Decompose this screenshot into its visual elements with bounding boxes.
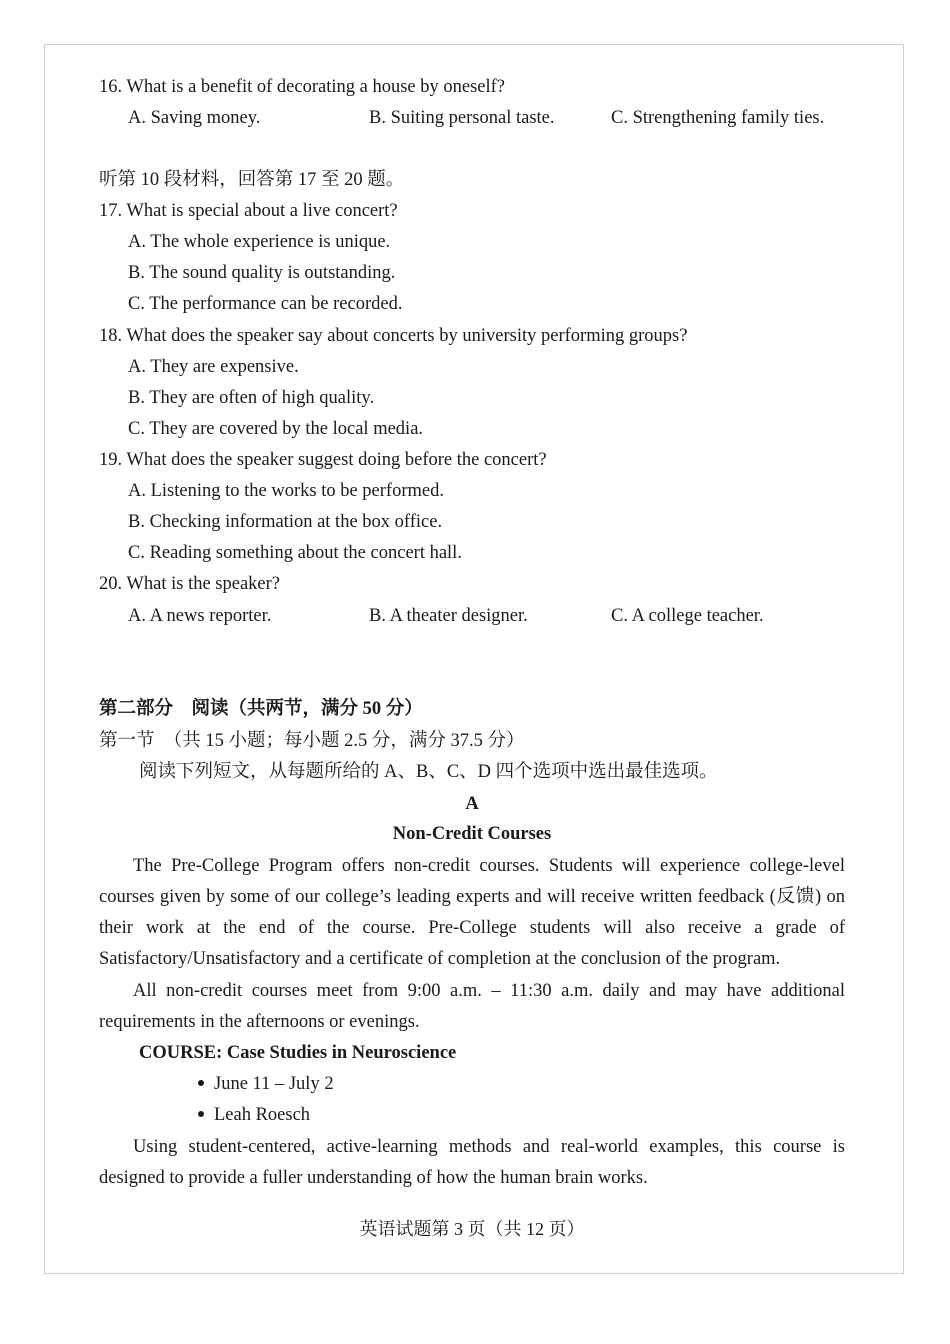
option-18b: B. They are often of high quality. — [128, 388, 375, 408]
option-20c: C. A college teacher. — [611, 606, 764, 626]
option-16a: A. Saving money. — [128, 108, 261, 128]
page-border — [44, 44, 904, 1274]
part2-section1: 第一节 （共 15 小题；每小题 2.5 分，满分 37.5 分） — [99, 731, 525, 751]
part2-heading: 第二部分 阅读（共两节，满分 50 分） — [99, 699, 423, 719]
passage-letter: A — [465, 794, 479, 814]
question-19: 19. What does the speaker suggest doing before the concert? — [99, 450, 547, 470]
option-19c: C. Reading something about the concert hall. — [128, 543, 462, 563]
option-19a: A. Listening to the works to be performed. — [128, 481, 444, 501]
passage-paragraph-1: The Pre-College Program offers non-credit courses. Students will experience college-level courses given by some of our college’s leading experts and will receive written feedback (反馈) on their work at the end of the course. Pre-College students will also receive a grade of Satisfactory/Unsatisfactory and a certificate of completion at the conclusion of the program. — [99, 856, 845, 969]
option-20a: A. A news reporter. — [128, 606, 272, 626]
passage-paragraph-3: Using student-centered, active-learning methods and real-world examples, this course is designed to provide a fuller understanding of how the human brain works. — [99, 1137, 845, 1188]
passage-paragraph-2: All non-credit courses meet from 9:00 a.m. – 11:30 a.m. daily and may have additional requirements in the afternoons or evenings. — [99, 981, 845, 1032]
page-footer: 英语试题第 3 页（共 12 页） — [359, 1219, 585, 1239]
option-20b: B. A theater designer. — [369, 606, 528, 626]
question-18: 18. What does the speaker say about concerts by university performing groups? — [99, 326, 688, 346]
bullet-item — [198, 1103, 310, 1127]
question-20: 20. What is the speaker? — [99, 574, 280, 594]
bullet-dot — [198, 1111, 204, 1117]
question-16: 16. What is a benefit of decorating a house by oneself? — [99, 77, 506, 97]
option-17a: A. The whole experience is unique. — [128, 232, 391, 252]
section-10-intro: 听第 10 段材料，回答第 17 至 20 题。 — [99, 170, 405, 190]
option-18a: A. They are expensive. — [128, 357, 299, 377]
question-17: 17. What is special about a live concert? — [99, 201, 398, 221]
course-title: COURSE: Case Studies in Neuroscience — [139, 1043, 457, 1063]
option-18c: C. They are covered by the local media. — [128, 419, 424, 439]
option-16c: C. Strengthening family ties. — [611, 108, 825, 128]
bullet-item — [198, 1072, 334, 1096]
bullet-dates: June 11 – July 2 — [214, 1074, 334, 1094]
part2-instruction: 阅读下列短文，从每题所给的 A、B、C、D 四个选项中选出最佳选项。 — [139, 762, 718, 782]
option-16b: B. Suiting personal taste. — [369, 108, 555, 128]
option-19b: B. Checking information at the box office. — [128, 512, 443, 532]
option-17b: B. The sound quality is outstanding. — [128, 263, 396, 283]
bullet-instructor: Leah Roesch — [214, 1105, 311, 1125]
option-17c: C. The performance can be recorded. — [128, 294, 403, 314]
passage-title: Non-Credit Courses — [392, 824, 552, 844]
bullet-dot — [198, 1080, 204, 1086]
